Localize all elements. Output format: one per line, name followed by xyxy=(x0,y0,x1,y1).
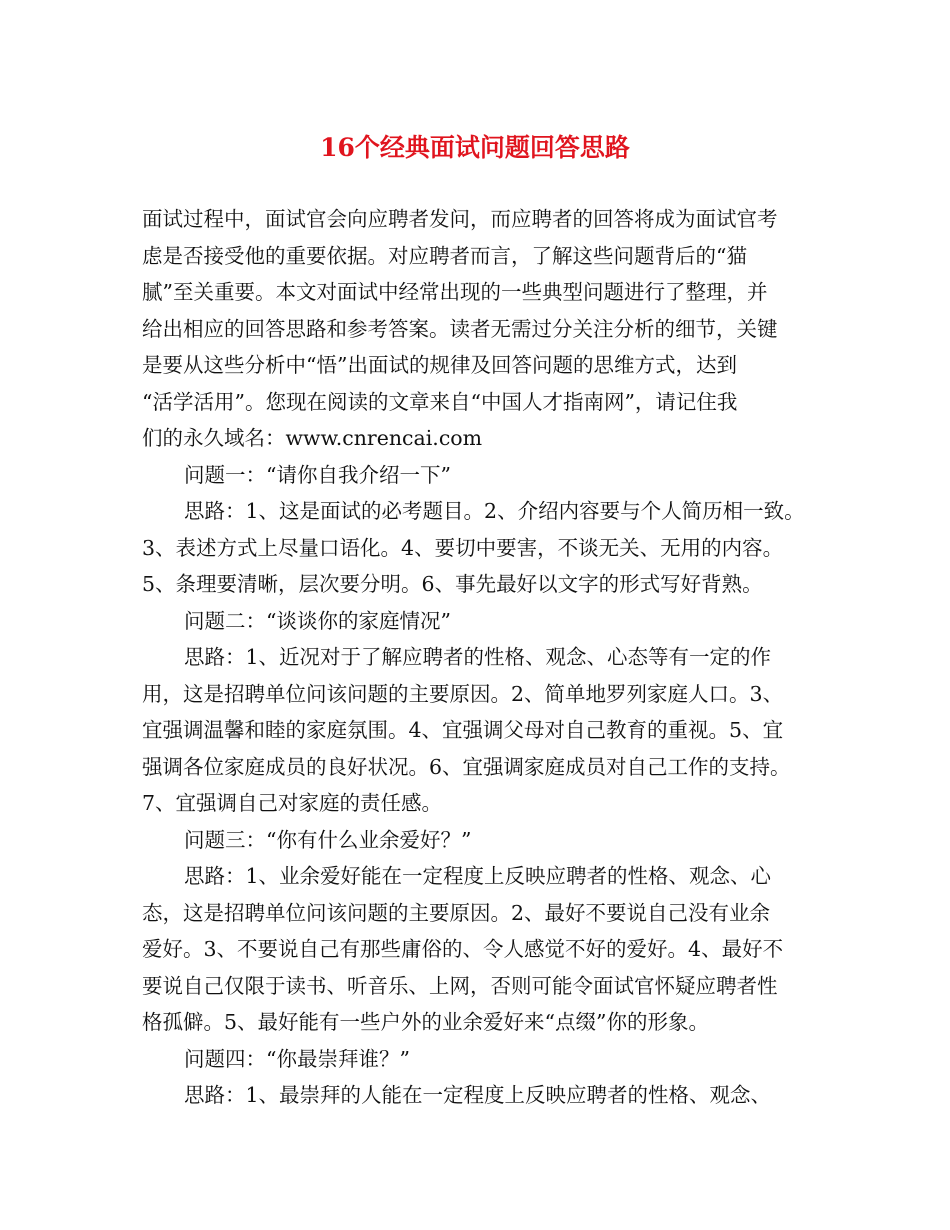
text-line: 问题一：“请你自我介绍一下” xyxy=(184,462,451,487)
document-title: 16个经典面试问题回答思路 xyxy=(320,133,630,162)
text-line: 思路：1、业余爱好能在一定程度上反映应聘者的性格、观念、心 xyxy=(184,864,772,888)
document-body xyxy=(142,201,828,1114)
text-line: 思路：1、最崇拜的人能在一定程度上反映应聘者的性格、观念、 xyxy=(184,1083,772,1107)
text-line: 态，这是招聘单位问该问题的主要原因。2、最好不要说自己没有业余 xyxy=(142,900,771,925)
text-line: 用，这是招聘单位问该问题的主要原因。2、简单地罗列家庭人口。3、 xyxy=(142,681,784,706)
text-line: “活学活用”。您现在阅读的文章来自“中国人才指南网”，请记住我 xyxy=(142,389,738,414)
text-line: 5、条理要清晰，层次要分明。6、事先最好以文字的形式写好背熟。 xyxy=(142,572,763,596)
text-line: 7、宜强调自己对家庭的责任感。 xyxy=(142,791,443,815)
text-line: 3、表述方式上尽量口语化。4、要切中要害，不谈无关、无用的内容。 xyxy=(142,535,784,560)
text-line: 宜强调温馨和睦的家庭氛围。4、宜强调父母对自己教育的重视。5、宜 xyxy=(142,718,784,742)
text-line: 腻”至关重要。本文对面试中经常出现的一些典型问题进行了整理，并 xyxy=(142,280,768,304)
text-line: 问题三：“你有什么业余爱好？” xyxy=(184,827,472,852)
text-line: 给出相应的回答思路和参考答案。读者无需过分关注分析的细节，关键 xyxy=(142,316,778,341)
text-line: 是要从这些分析中“悟”出面试的规律及回答问题的思维方式，达到 xyxy=(142,353,737,377)
text-line: 格孤僻。5、最好能有一些户外的业余爱好来“点缀”你的形象。 xyxy=(142,1010,710,1034)
text-line: 要说自己仅限于读书、听音乐、上网，否则可能令面试官怀疑应聘者性 xyxy=(142,973,778,998)
text-line: 问题四：“你最崇拜谁？” xyxy=(184,1046,410,1071)
text-line: 们的永久域名：www.cnrencai.com xyxy=(142,426,483,450)
text-line: 问题二：“谈谈你的家庭情况” xyxy=(184,608,451,633)
text-line: 思路：1、这是面试的必考题目。2、介绍内容要与个人简历相一致。 xyxy=(184,499,805,523)
text-line: 面试过程中，面试官会向应聘者发问，而应聘者的回答将成为面试官考 xyxy=(142,207,778,231)
text-line: 虑是否接受他的重要依据。对应聘者而言，了解这些问题背后的“猫 xyxy=(142,243,747,268)
text-line: 爱好。3、不要说自己有那些庸俗的、令人感觉不好的爱好。4、最好不 xyxy=(142,937,784,961)
text-line: 强调各位家庭成员的良好状况。6、宜强调家庭成员对自己工作的支持。 xyxy=(142,754,791,779)
text-line: 思路：1、近况对于了解应聘者的性格、观念、心态等有一定的作 xyxy=(184,645,772,669)
